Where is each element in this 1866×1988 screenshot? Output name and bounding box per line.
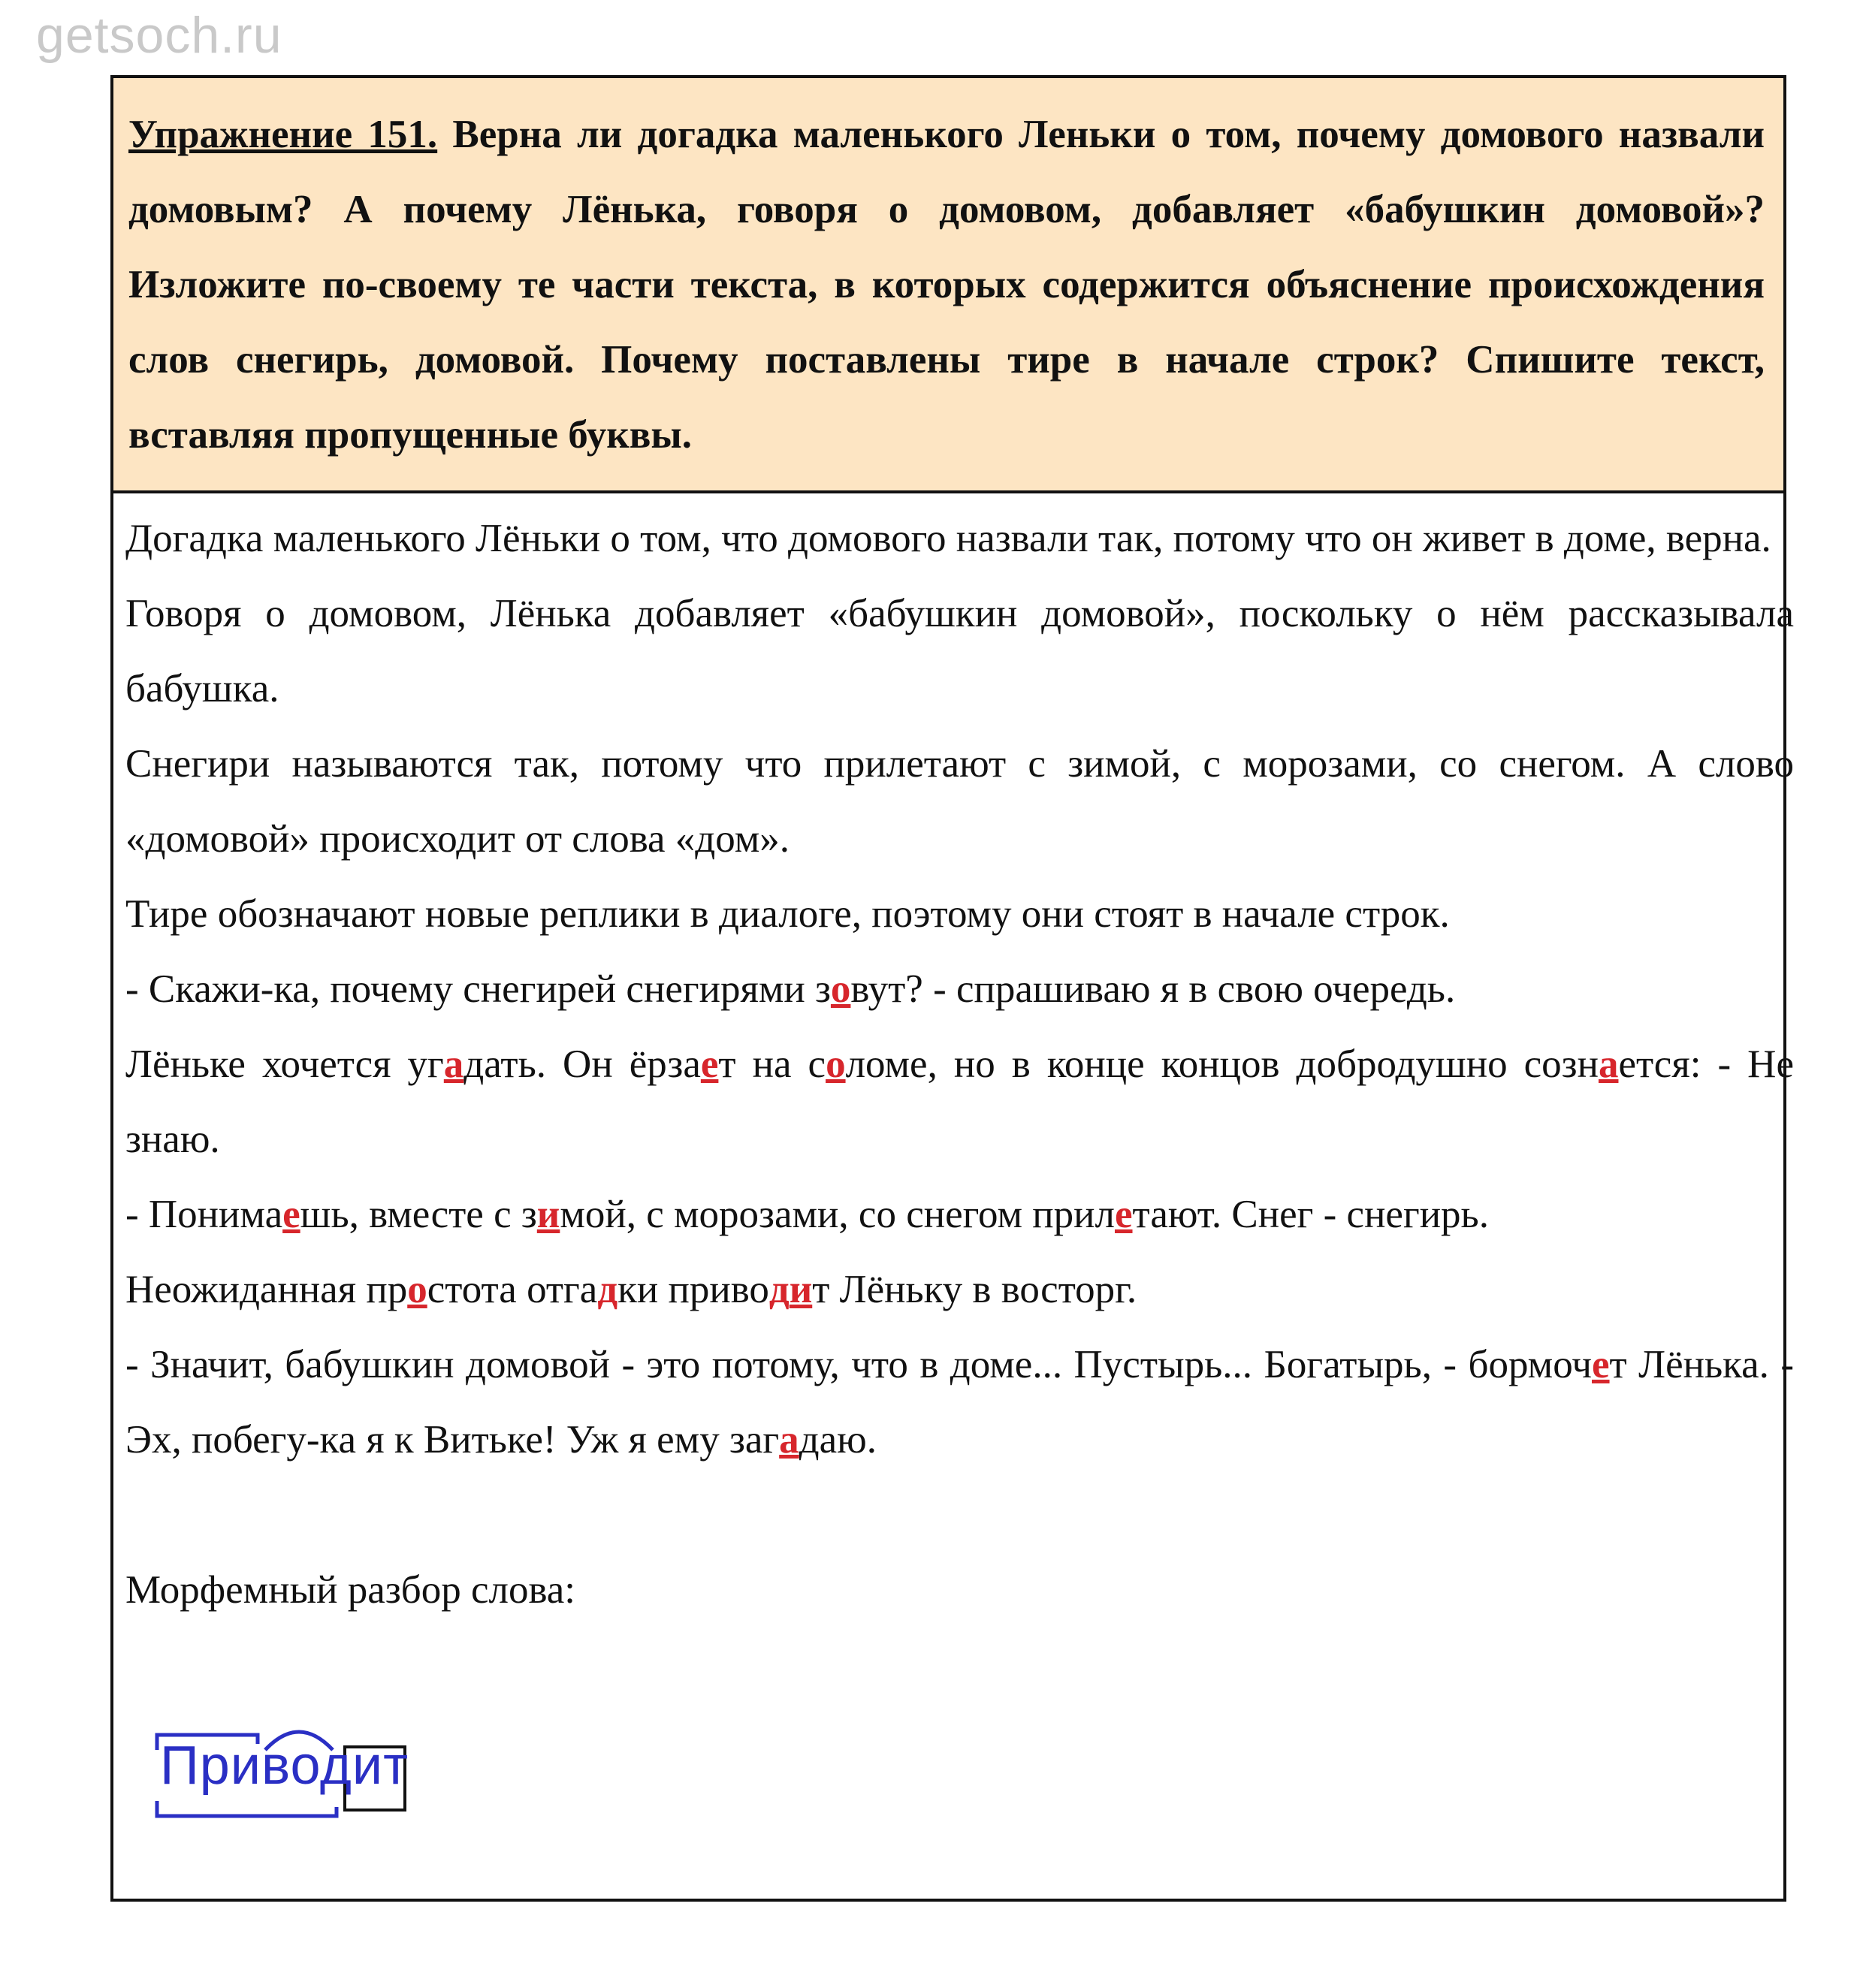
answer-paragraph: Тире обозначают новые реплики в диалоге, поэтому они стоят в начале строк. (125, 892, 1450, 936)
dialogue-line: - Скажи-ка, почему снегирей снегирями зовут? - спрашиваю я в свою очередь. (125, 967, 1456, 1011)
dialogue-line: Неожиданная простота отгадки приводит Лёньку в восторг. (125, 1268, 1137, 1311)
dialogue-line: - Значит, бабушкин домовой - это потому, что в доме... Пустырь... Богатырь, - бормочет Лёнька. - Эх, побегу-ка я к Витьке! Уж я ему загадаю. (125, 1343, 1794, 1462)
morph-label: Морфемный разбор слова: (125, 1568, 576, 1612)
site-watermark: getsoch.ru (36, 7, 282, 64)
dialogue-line: - Понимаешь, вместе с зимой, с морозами, со снегом прилетают. Снег - снегирь. (125, 1193, 1489, 1236)
exercise-number: Упражнение 151. (128, 113, 438, 156)
task-question: Верна ли догадка маленького Леньки о том, почему домового назвали домовым? А почему Лёнька, говоря о домовом, добавляет «бабушкин домовой»? Изложите по-своему те части текста, в которых содержится объяснение происхождения слов снегирь, домовой. Почему поставлены тире в начале строк? Спишите текст, вставляя пропущенные буквы. (128, 113, 1765, 457)
task-text (128, 97, 1765, 472)
answer-paragraph: Догадка маленького Лёньки о том, что домового назвали так, потому что он живет в доме, верна. (125, 517, 1771, 560)
morpheme-word: Приводит (160, 1736, 409, 1796)
dialogue-line: Лёньке хочется угадать. Он ёрзает на соломе, но в конце концов добродушно сознается: - Не знаю. (125, 1042, 1794, 1161)
base-mark (157, 1801, 337, 1816)
task-box (113, 78, 1783, 493)
answer-paragraph: Говоря о домовом, Лёнька добавляет «бабушкин домовой», поскольку о нём рассказывала бабушка. (125, 592, 1794, 710)
answer-paragraph: Снегири называются так, потому что прилетают с зимой, с морозами, со снегом. А слово «домовой» происходит от слова «дом». (125, 742, 1794, 861)
morpheme-diagram (152, 1720, 423, 1833)
answer-body (125, 501, 1794, 1628)
